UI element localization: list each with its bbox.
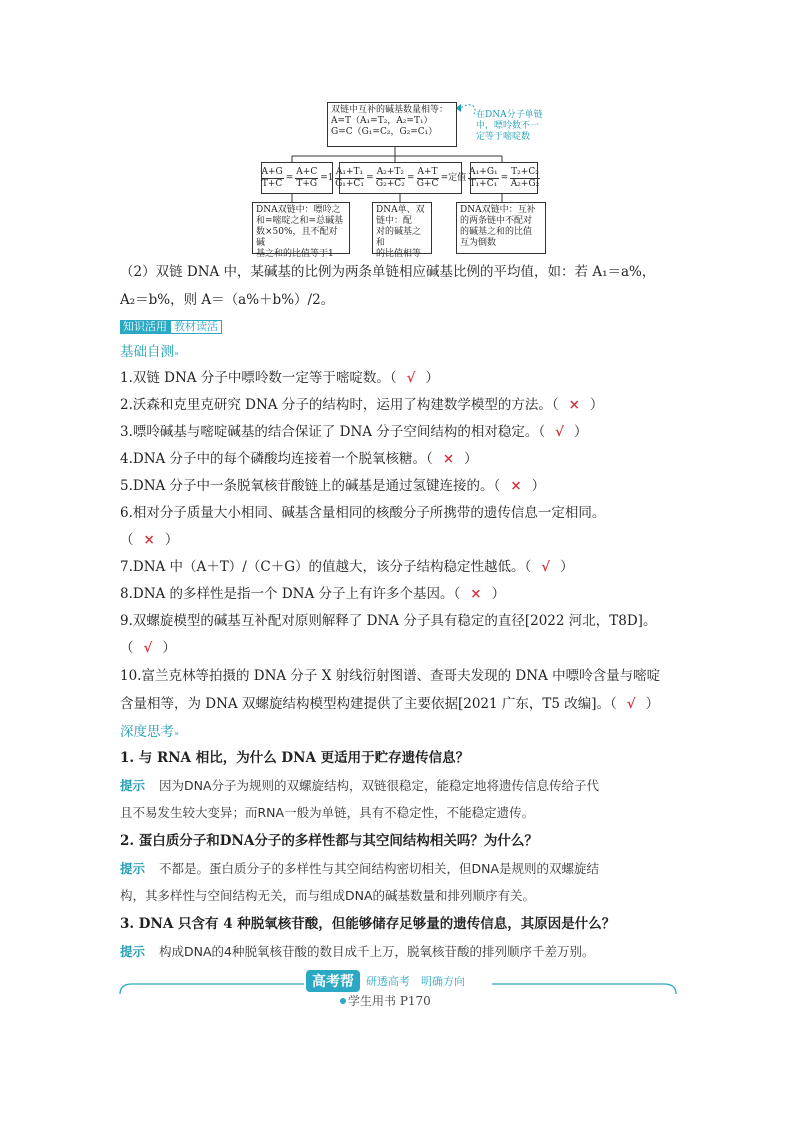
callout-line: 在DNA分子单链 [476, 110, 543, 120]
question: 2. 蛋白质分子和DNA分子的多样性都与其空间结构相关吗？为什么？ [120, 833, 538, 849]
list-item: 6.相对分子质量大小相同、碱基含量相同的核酸分子所携带的遗传信息一定相同。 [120, 505, 606, 521]
list-item: 7.DNA 中（A＋T）/（C＋G）的值越大，该分子结构稳定性越低。（ √ ） [120, 559, 574, 575]
list-item: 9.双螺旋模型的碱基互补配对原则解释了 DNA 分子具有稳定的直径[2022 河北，T8D]。 [120, 613, 657, 629]
answer-line: 提示 因为DNA分子为规则的双螺旋结构，双链很稳定，能稳定地将遗传信息传给子代 [120, 778, 600, 793]
callout-line: 中，嘌呤数不一 [476, 121, 540, 131]
question: 1. 与 RNA 相比，为什么 DNA 更适用于贮存遗传信息？ [120, 750, 470, 766]
answer-line: 且不易发生较大变异；而RNA一般为单链，具有不稳定性，不能稳定遗传。 [120, 805, 535, 820]
list-item: 2.沃森和克里克研究 DNA 分子的结构时，运用了构建数学模型的方法。（ × ） [120, 397, 604, 413]
top-box-line: A=T（A₁=T₂，A₂=T₁） [331, 116, 433, 126]
tag-textbook: 教材读活 [170, 320, 222, 334]
list-item: 5.DNA 分子中一条脱氧核苷酸链上的碱基是通过氢键连接的。（ × ） [120, 478, 546, 494]
formula-box-1: $\frac{A+G}{T+C}$ = $\frac{A+C}{T+G}$ =1 [261, 162, 333, 194]
list-item: 4.DNA 分子中的每个磷酸均连接着一个脱氧核糖。（ × ） [120, 451, 478, 467]
top-box-line: 双链中互补的碱基数量相等： [331, 105, 449, 115]
callout-line: 定等于嘧啶数 [476, 132, 531, 142]
list-item: 8.DNA 的多样性是指一个 DNA 分子上有许多个基因。（ × ） [120, 586, 506, 602]
formula-box-3: $\frac{\text{A₁+G₁}}{\text{T₁+C₁}}$ = $\frac{\text{T₂+C₂}}{\text{A₂+G₂}}$ [470, 162, 538, 194]
explain-box-2: DNA单、双 链中：配 对的碱基之和 的比值相等 [372, 202, 432, 254]
tag-knowledge: 知识活用 [120, 320, 170, 334]
list-item-wrap: （ √ ） [120, 640, 176, 656]
answer-line: 构，其多样性与空间结构无关，而与组成DNA的碱基数量和排列顺序有关。 [120, 888, 536, 903]
footer-slogan: 研透高考 明确方向 [366, 975, 465, 988]
section-deep-thinking: 深度思考» [120, 724, 179, 740]
diagram-top-box [327, 102, 457, 147]
answer-line: 提示 不都是。蛋白质分子的多样性与其空间结构密切相关，但DNA是规则的双螺旋结 [120, 861, 600, 876]
list-item-wrap: 含量相等，为 DNA 双螺旋结构模型构建提供了主要依据[2021 广东，T5 改编]。（ √ ） [120, 696, 660, 712]
para2-line2: A₂＝b%，则 A＝（a%＋b%）/2。 [120, 292, 335, 308]
formula-box-2: $\frac{\text{A₁+T₁}}{\text{G₁+C₁}}$ = $\frac{\text{A₂+T₂}}{\text{G₂+C₂}}$ = $\frac{A+T}{G+C}$ =定值 [339, 162, 462, 194]
section-basic-test: 基础自测» [120, 344, 179, 360]
list-item: 3.嘌呤碱基与嘧啶碱基的结合保证了 DNA 分子空间结构的相对稳定。（ √ ） [120, 424, 588, 440]
list-item: 1.双链 DNA 分子中嘌呤数一定等于嘧啶数。（ √ ） [120, 370, 439, 386]
explain-box-3: DNA双链中：互补 的两条链中不配对 的碱基之和的比值 互为倒数 [456, 202, 546, 254]
explain-box-1: DNA双链中：嘌呤之 和=嘧啶之和=总碱基 数×50%，且不配对碱 基之和的比值等于1 [252, 202, 350, 254]
section-tags [120, 318, 222, 334]
list-item-wrap: （ × ） [120, 532, 179, 548]
para2-line1: （2）双链 DNA 中，某碱基的比例为两条单链相应碱基比例的平均值，如：若 A₁＝a%， [120, 264, 656, 280]
list-item: 10.富兰克林等拍摄的 DNA 分子 X 射线衍射图谱、查哥夫发现的 DNA 中嘌呤含量与嘧啶 [120, 668, 661, 684]
diagram-callout [476, 110, 543, 143]
footer-banner [306, 970, 465, 992]
top-box-line: G=C（G₁=C₂，G₂=C₁） [331, 127, 438, 137]
question: 3. DNA 只含有 4 种脱氧核苷酸，但能够储存足够量的遗传信息，其原因是什么？ [120, 916, 616, 932]
answer-line: 提示 构成DNA的4种脱氧核苷酸的数目成千上万，脱氧核苷酸的排列顺序千差万别。 [120, 944, 595, 959]
footer-brand: 高考帮 [306, 970, 360, 992]
footer-ref: 学生用书 P170 [340, 992, 431, 1009]
dot-icon [340, 998, 346, 1004]
